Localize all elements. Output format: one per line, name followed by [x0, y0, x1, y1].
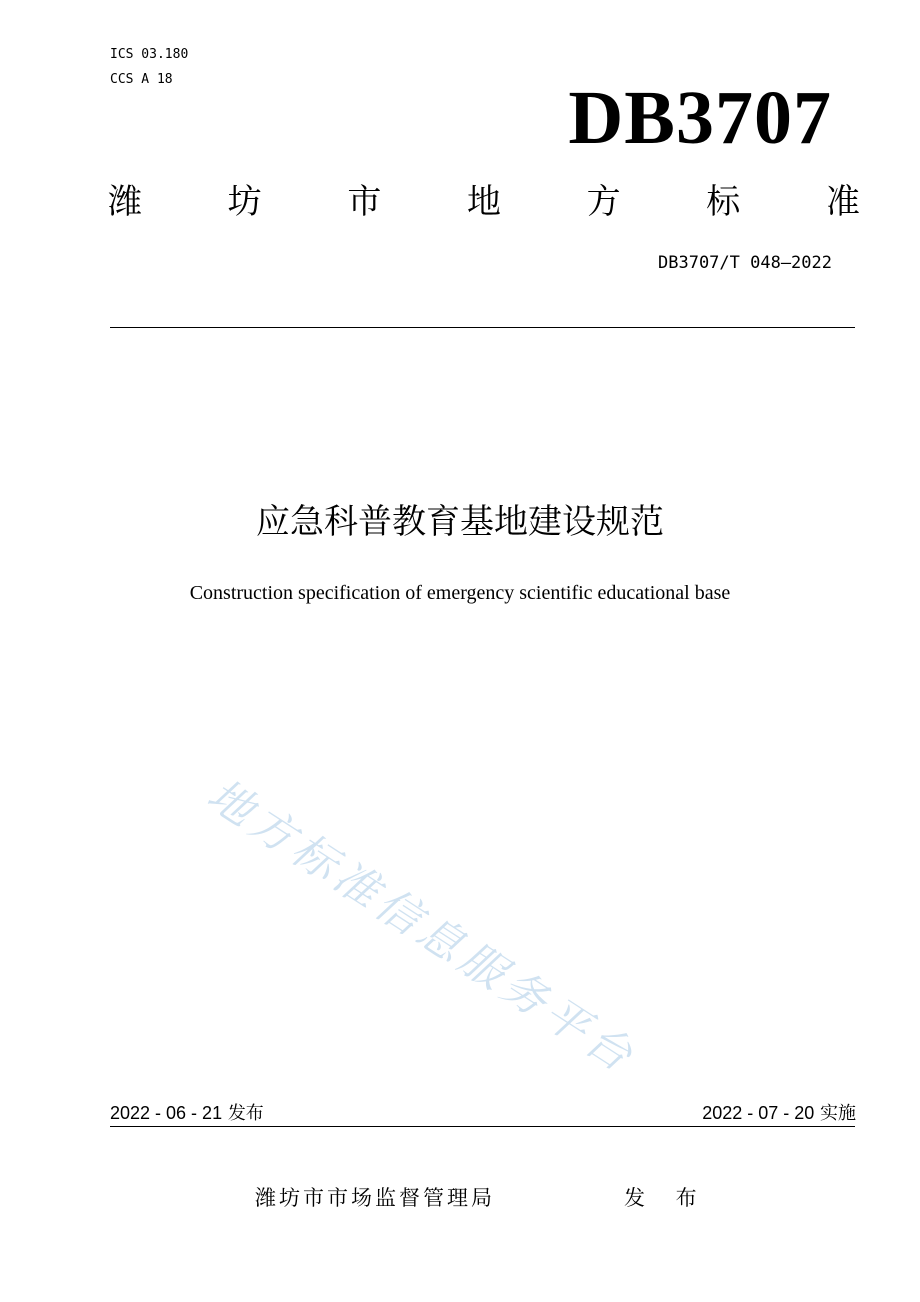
bottom-divider	[110, 1126, 855, 1127]
implement-date-value: 2022 - 07 - 20	[702, 1103, 815, 1123]
publish-date-value: 2022 - 06 - 21	[110, 1103, 223, 1123]
standard-type-heading	[108, 182, 860, 222]
standard-type-char: 市	[347, 182, 382, 222]
standard-number: DB3707/T 048—2022	[658, 253, 832, 273]
standard-type-char: 标	[706, 182, 741, 222]
standard-type-char: 准	[825, 182, 860, 222]
publish-date-label: 发布	[227, 1103, 264, 1124]
ics-code: ICS 03.180	[110, 47, 189, 62]
document-title-english: Construction specification of emergency scientific educational base	[189, 582, 731, 604]
publish-date	[110, 1101, 264, 1126]
standard-type-char: 坊	[227, 182, 262, 222]
standard-type-char: 潍	[108, 182, 142, 222]
standard-type-char: 地	[466, 182, 501, 222]
standard-type-char: 方	[586, 182, 621, 222]
issue-label: 发 布	[624, 1186, 709, 1210]
watermark: 地方标准信息服务平台	[198, 769, 646, 1085]
document-title-chinese: 应急科普教育基地建设规范	[256, 502, 664, 542]
implement-date-label: 实施	[820, 1103, 856, 1124]
implement-date	[702, 1101, 856, 1126]
ccs-code: CCS A 18	[110, 72, 173, 87]
standard-code-heading: DB3707	[568, 76, 832, 160]
top-divider	[110, 327, 855, 328]
issuing-authority: 潍坊市市场监督管理局	[255, 1186, 495, 1210]
